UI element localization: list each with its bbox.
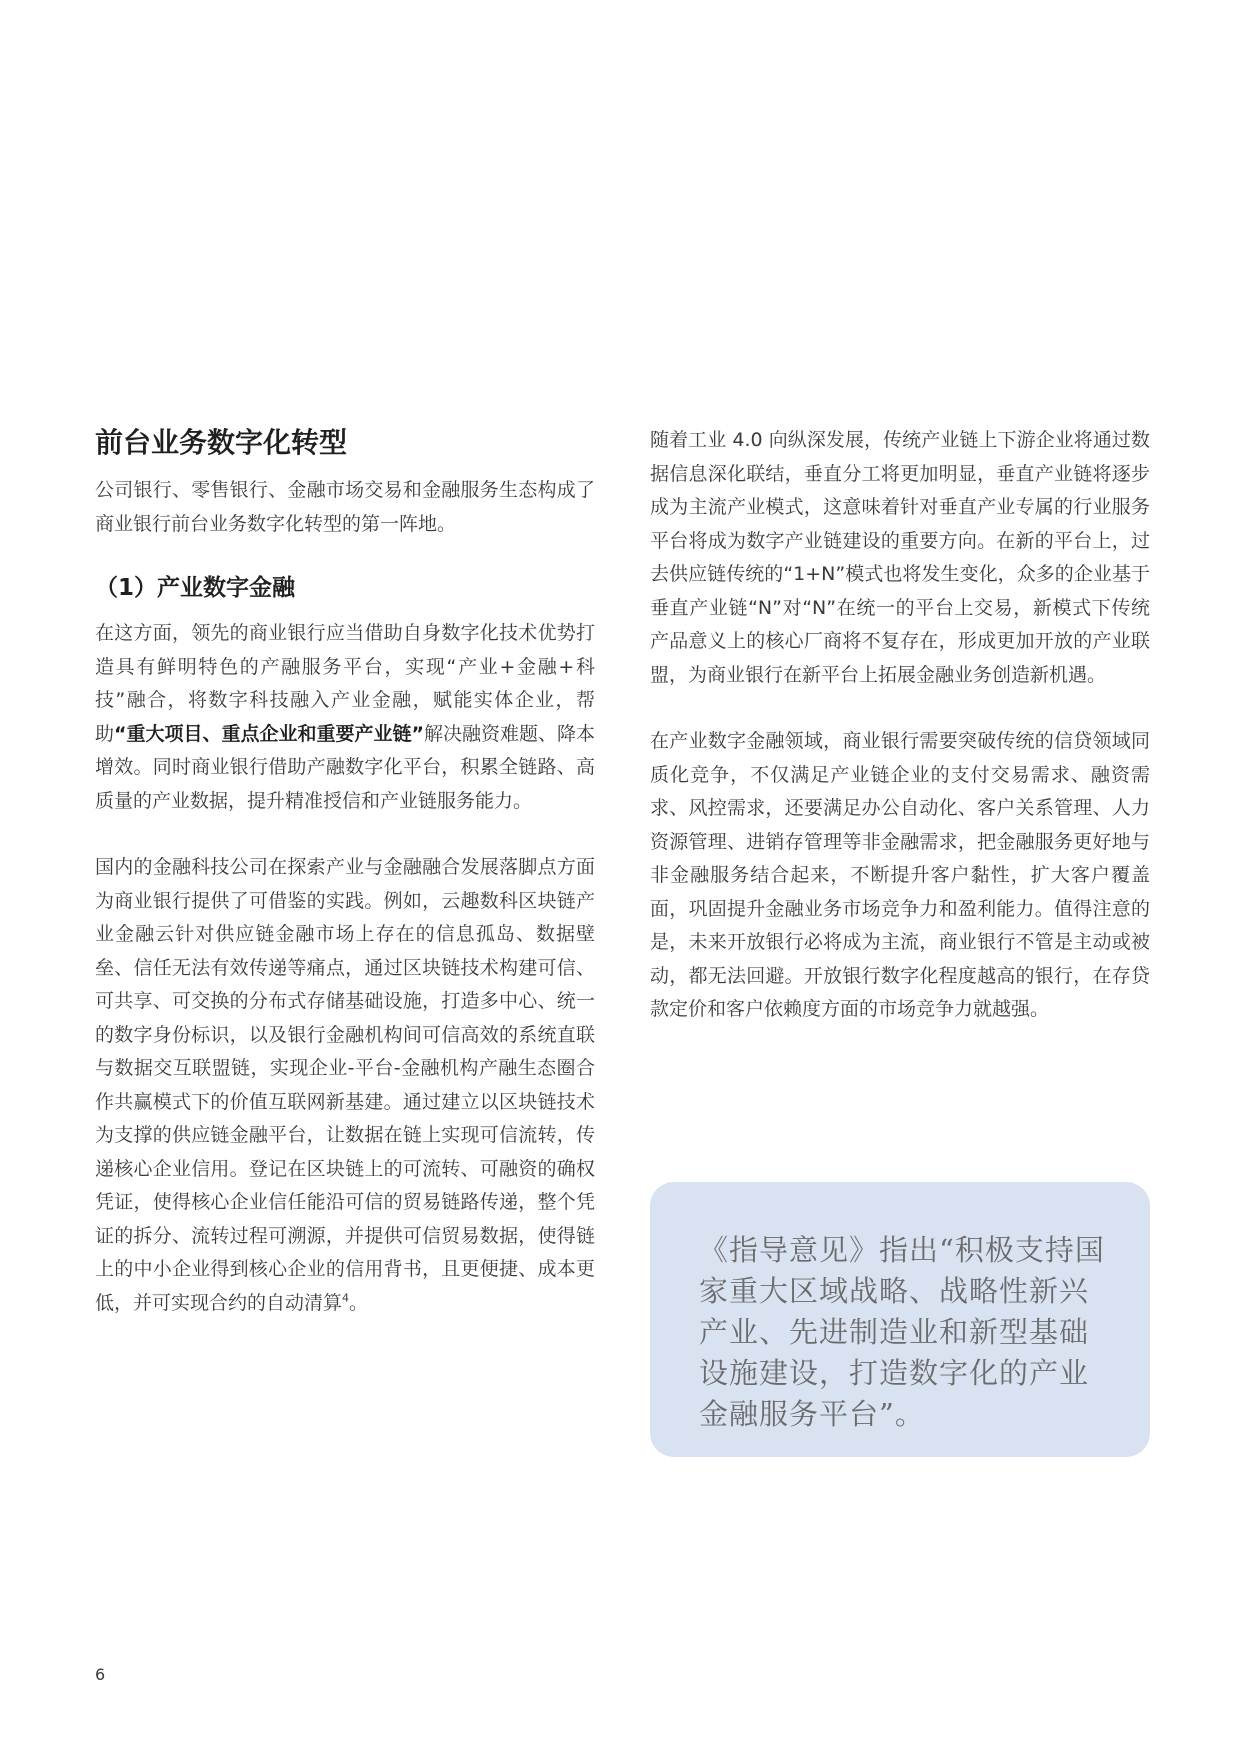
footnote-marker[interactable]: 4 <box>342 1291 350 1305</box>
digital-finance-paragraph: 在产业数字金融领域，商业银行需要突破传统的信贷领域同质化竞争，不仅满足产业链企业的支付交易需求、融资需求、风控需求，还要满足办公自动化、客户关系管理、人力资源管理、进销存管理等非金融需求，把金融服务更好地与非金融服务结合起来，不断提升客户黏性，扩大客户覆盖面，巩固提升金融业务市场竞争力和盈利能力。值得注意的是，未来开放银行必将成为主流，商业银行不管是主动或被动，都无法回避。开放银行数字化程度越高的银行，在存贷款定价和客户依赖度方面的市场竞争力就越强。 <box>650 730 1150 1020</box>
emphasis-text: “重大项目、重点企业和重要产业链” <box>114 722 424 745</box>
left-column <box>95 424 595 1320</box>
paragraph-end: 。 <box>349 1291 369 1314</box>
page-number: 6 <box>95 1665 106 1684</box>
fintech-practice-paragraph <box>95 851 595 1320</box>
paragraph-text: 在这方面，领先的商业银行应当借助自身数字化技术优势打造具有鲜明特色的产融服务平台，实现“产业+金融+科技”融合，将数字科技融入产业金融，赋能实体企业，帮助 <box>95 622 595 745</box>
industry-4-paragraph: 随着工业 4.0 向纵深发展，传统产业链上下游企业将通过数据信息深化联结，垂直分工将更加明显，垂直产业链将逐步成为主流产业模式，这意味着针对垂直产业专属的行业服务平台将成为数字产业链建设的重要方向。在新的平台上，过去供应链传统的“1+N”模式也将发生变化，众多的企业基于垂直产业链“N”对“N”在统一的平台上交易，新模式下传统产品意义上的核心厂商将不复存在，形成更加开放的产业联盟，为商业银行在新平台上拓展金融业务创造新机遇。 <box>650 429 1150 686</box>
subsection-title: （1）产业数字金融 <box>95 575 296 601</box>
right-column <box>650 424 1150 1027</box>
section-title: 前台业务数字化转型 <box>95 426 348 459</box>
pull-quote-box <box>650 1182 1150 1457</box>
intro-paragraph: 公司银行、零售银行、金融市场交易和金融服务生态构成了商业银行前台业务数字化转型的第一阵地。 <box>95 479 595 535</box>
pull-quote-text: 《指导意见》指出“积极支持国家重大区域战略、战略性新兴产业、先进制造业和新型基础设施建设，打造数字化的产业金融服务平台”。 <box>699 1233 1105 1431</box>
industry-finance-paragraph <box>95 617 595 818</box>
paragraph-text: 国内的金融科技公司在探索产业与金融融合发展落脚点方面为商业银行提供了可借鉴的实践。例如，云趣数科区块链产业金融云针对供应链金融市场上存在的信息孤岛、数据壁垒、信任无法有效传递等痛点，通过区块链技术构建可信、可共享、可交换的分布式存储基础设施，打造多中心、统一的数字身份标识，以及银行金融机构间可信高效的系统直联与数据交互联盟链，实现企业-平台-金融机构产融生态圈合作共赢模式下的价值互联网新基建。通过建立以区块链技术为支撑的供应链金融平台，让数据在链上实现可信流转，传递核心企业信用。登记在区块链上的可流转、可融资的确权凭证，使得核心企业信任能沿可信的贸易链路传递，整个凭证的拆分、流转过程可溯源，并提供可信贸易数据，使得链上的中小企业得到核心企业的信用背书，且更便捷、成本更低，并可实现合约的自动清算 <box>95 856 595 1314</box>
paragraph-text: 解决融资难题、降本增效。同时商业银行借助产融数字化平台，积累全链路、高质量的产业数据，提升精准授信和产业链服务能力。 <box>95 722 596 812</box>
